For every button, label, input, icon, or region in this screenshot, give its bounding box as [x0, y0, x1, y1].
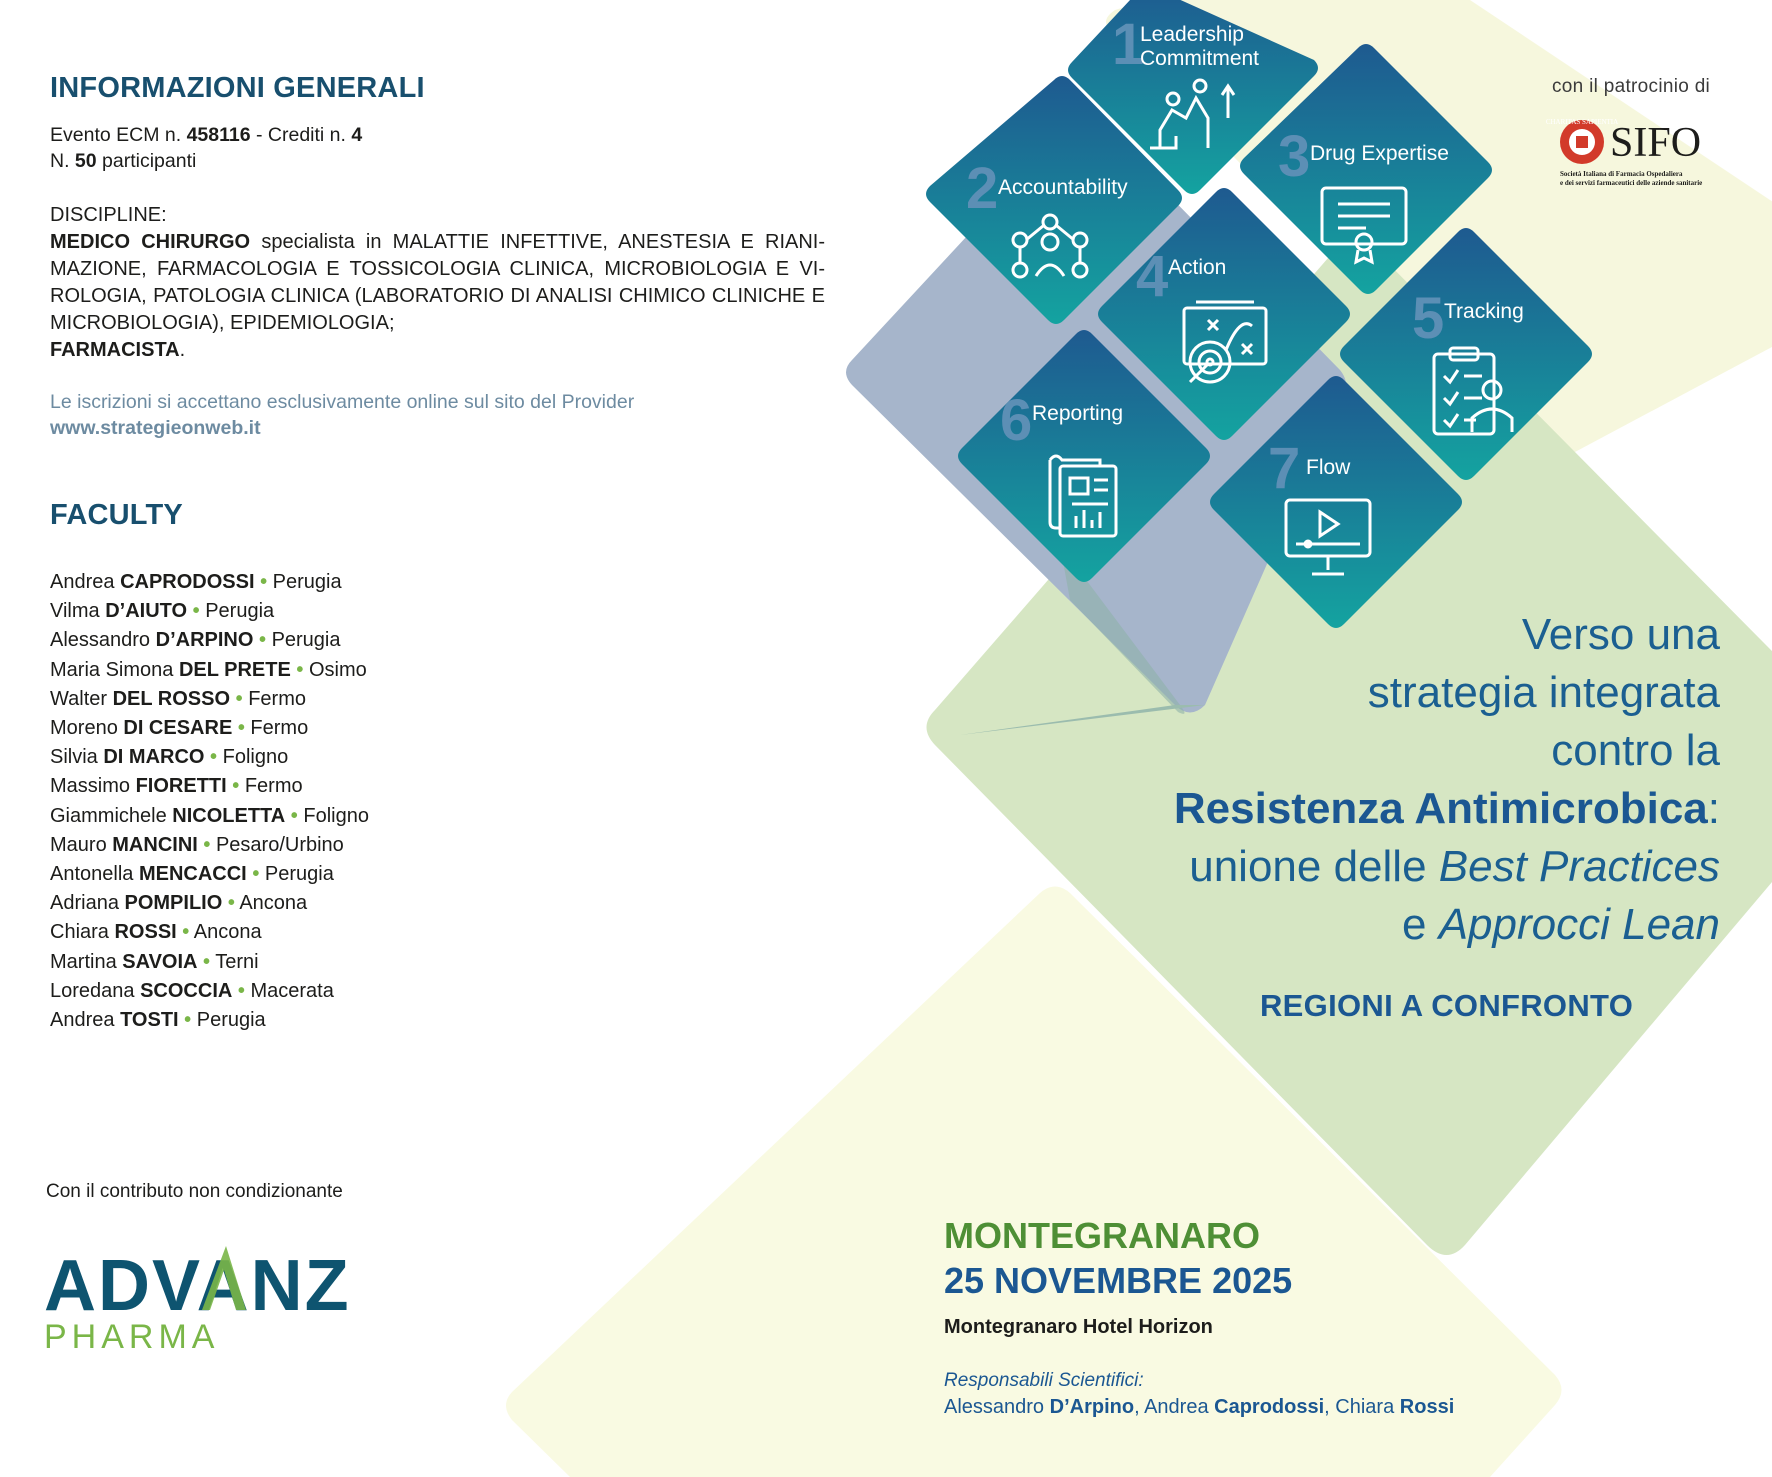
- faculty-city: Pesaro/Urbino: [215, 833, 344, 856]
- faculty-row: [50, 714, 369, 743]
- tile-3-label: Drug Expertise: [1310, 142, 1449, 165]
- title-colon: :: [1707, 784, 1720, 833]
- resp-1-first: Alessandro: [944, 1396, 1050, 1418]
- faculty-city: Perugia: [205, 600, 275, 623]
- faculty-last-name: DEL PRETE: [178, 658, 291, 681]
- faculty-first-name: Giammichele: [50, 804, 167, 827]
- faculty-row: [50, 626, 369, 655]
- tile-1-label-a: Leadership: [1140, 23, 1244, 46]
- faculty-first-name: Andrea: [50, 1009, 115, 1032]
- title-line-4: [820, 780, 1720, 838]
- resp-2-first: Andrea: [1144, 1396, 1215, 1418]
- faculty-city: Terni: [215, 950, 259, 973]
- title-approcci-lean: Approcci Lean: [1438, 900, 1720, 949]
- logo-pharma-text: PHARMA: [44, 1318, 220, 1356]
- faculty-city: Ancona: [239, 892, 308, 915]
- faculty-first-name: Moreno: [50, 717, 118, 740]
- faculty-last-name: DI CESARE: [123, 717, 233, 740]
- faculty-last-name: D’AIUTO: [105, 600, 188, 623]
- resp-separator: ,: [1134, 1396, 1145, 1418]
- patrocinio-label: con il patrocinio di: [1552, 76, 1711, 97]
- tile-7-number: 7: [1268, 436, 1301, 501]
- bullet-separator: •: [237, 717, 245, 740]
- title-line-5: [820, 838, 1720, 896]
- sifo-logo: [1545, 112, 1728, 188]
- faculty-row: [50, 597, 369, 626]
- title-unione: unione delle: [1189, 842, 1439, 891]
- faculty-city: Fermo: [248, 687, 306, 710]
- bullet-separator: •: [290, 804, 298, 827]
- faculty-first-name: Maria Simona: [50, 658, 174, 681]
- faculty-last-name: MENCACCI: [138, 863, 247, 886]
- tile-6-label: Reporting: [1032, 402, 1124, 425]
- faculty-list: [50, 568, 369, 1035]
- sifo-ring-text: CHARITAS SAPIENTIA: [1545, 118, 1619, 126]
- title-resistenza: Resistenza Antimicrobica: [1173, 784, 1708, 833]
- title-line-3: contro la: [1551, 726, 1720, 775]
- bullet-separator: •: [260, 571, 268, 593]
- bullet-separator: •: [227, 892, 235, 915]
- faculty-first-name: Mauro: [50, 833, 107, 856]
- ecm-mid: - Crediti n.: [250, 124, 352, 146]
- title-best-practices: Best Practices: [1438, 842, 1720, 891]
- tile-7-label: Flow: [1306, 456, 1351, 479]
- faculty-last-name: CAPRODOSSI: [120, 571, 255, 593]
- faculty-row: [50, 977, 369, 1006]
- responsabili-label: Responsabili Scientifici:: [944, 1370, 1144, 1391]
- event-city: MONTEGRANARO: [944, 1215, 1260, 1256]
- info-heading: INFORMAZIONI GENERALI: [50, 72, 425, 104]
- bullet-separator: •: [235, 687, 243, 710]
- sifo-caption-2: e dei servizi farmaceutici delle aziende sanitarie: [1560, 179, 1703, 187]
- bullet-separator: •: [203, 833, 211, 856]
- bullet-separator: •: [258, 629, 266, 652]
- faculty-first-name: Adriana: [50, 892, 119, 915]
- faculty-last-name: POMPILIO: [124, 892, 223, 915]
- faculty-row: [50, 860, 369, 889]
- bullet-separator: •: [192, 600, 200, 623]
- faculty-city: Fermo: [244, 775, 303, 798]
- contributo-text: Con il contributo non condizionante: [46, 1181, 343, 1202]
- faculty-first-name: Vilma: [50, 600, 100, 623]
- faculty-row: [50, 568, 369, 597]
- faculty-city: Perugia: [272, 571, 342, 593]
- bullet-separator: •: [203, 950, 211, 973]
- faculty-last-name: NICOLETTA: [172, 804, 286, 827]
- faculty-first-name: Chiara: [50, 921, 109, 944]
- faculty-city: Macerata: [250, 979, 334, 1002]
- faculty-city: Foligno: [303, 804, 369, 827]
- regioni-subtitle: REGIONI A CONFRONTO: [1260, 988, 1634, 1023]
- faculty-city: Foligno: [222, 746, 289, 769]
- resp-separator: ,: [1324, 1396, 1336, 1418]
- ecm-number: 458116: [186, 124, 251, 146]
- disc-medico: MEDICO CHIRURGO: [50, 231, 251, 253]
- faculty-first-name: Walter: [50, 687, 108, 710]
- faculty-last-name: D’ARPINO: [155, 629, 254, 652]
- faculty-first-name: Andrea: [50, 571, 115, 593]
- faculty-city: Perugia: [264, 863, 334, 886]
- resp-3-first: Chiara: [1335, 1396, 1400, 1418]
- faculty-row: [50, 685, 369, 714]
- faculty-first-name: Massimo: [50, 775, 131, 798]
- faculty-row: [50, 889, 369, 918]
- faculty-last-name: SAVOIA: [122, 950, 198, 973]
- faculty-city: Perugia: [271, 629, 341, 652]
- faculty-row: [50, 656, 369, 685]
- faculty-city: Fermo: [250, 717, 309, 740]
- disciplines-text: [50, 229, 825, 337]
- faculty-first-name: Silvia: [50, 746, 98, 769]
- sifo-wordmark: SIFO: [1610, 120, 1702, 166]
- tile-3-number: 3: [1278, 124, 1311, 189]
- bullet-separator: •: [232, 775, 240, 798]
- faculty-row: [50, 1006, 369, 1035]
- faculty-row: [50, 772, 369, 801]
- disc-specialties: specialista in MALATTIE INFETTIVE, ANESTESIA E RIANI-MAZIONE, FARMACOLOGIA E TOSSICOLOGIA CLINICA, MICROBIOLOGIA E VI-ROLOGIA, PATOLOGIA CLINICA (LABORATORIO DI ANALISI CHIMICO CLINICHE E MICROBIOLOGIA), EPIDEMIOLOGIA;: [50, 231, 825, 334]
- title-line-1: Verso una: [1521, 610, 1720, 659]
- ecm-credits: 4: [351, 124, 363, 146]
- faculty-row: [50, 831, 369, 860]
- faculty-last-name: DI MARCO: [103, 746, 205, 769]
- tile-2-label: Accountability: [998, 176, 1128, 199]
- faculty-city: Ancona: [193, 921, 262, 944]
- faculty-row: [50, 948, 369, 977]
- logo-advanz-text: ADVANZ: [44, 1246, 351, 1326]
- tile-2-number: 2: [966, 156, 999, 221]
- faculty-row: [50, 802, 369, 831]
- faculty-row: [50, 743, 369, 772]
- disciplines-label: DISCIPLINE:: [50, 204, 167, 226]
- bullet-separator: •: [184, 1009, 192, 1032]
- participants-suffix: participanti: [96, 150, 197, 172]
- provider-website-link[interactable]: www.strategieonweb.it: [50, 417, 261, 439]
- faculty-last-name: ROSSI: [114, 921, 177, 944]
- resp-2-last: Caprodossi: [1214, 1396, 1325, 1418]
- bullet-separator: •: [237, 979, 245, 1002]
- participants-count: 50: [74, 150, 97, 172]
- bullet-separator: •: [252, 863, 260, 886]
- participants-prefix: N.: [50, 150, 75, 172]
- responsabili-names: [944, 1396, 1454, 1419]
- faculty-first-name: Martina: [50, 950, 117, 973]
- sifo-caption-1: Società Italiana di Farmacia Ospedaliera: [1560, 170, 1683, 178]
- faculty-last-name: MANCINI: [112, 833, 198, 856]
- event-date: 25 NOVEMBRE 2025: [944, 1260, 1293, 1301]
- faculty-row: [50, 918, 369, 947]
- tile-5-number: 5: [1412, 286, 1445, 351]
- faculty-first-name: Loredana: [50, 979, 135, 1002]
- resp-1-last: D’Arpino: [1049, 1396, 1135, 1418]
- event-venue: Montegranaro Hotel Horizon: [944, 1316, 1213, 1338]
- faculty-first-name: Alessandro: [50, 629, 151, 652]
- faculty-city: Osimo: [308, 658, 367, 681]
- resp-3-last: Rossi: [1399, 1396, 1455, 1418]
- faculty-last-name: DEL ROSSO: [112, 687, 231, 710]
- tile-1-label-b: Commitment: [1140, 47, 1260, 70]
- iscrizioni-text: Le iscrizioni si accettano esclusivamente online sul sito del Provider: [50, 391, 635, 413]
- tile-4-number: 4: [1136, 244, 1169, 309]
- bullet-separator: •: [210, 746, 218, 769]
- disc-farmacista: FARMACISTA: [50, 339, 180, 361]
- faculty-last-name: TOSTI: [120, 1009, 179, 1032]
- title-e: e: [1402, 900, 1439, 949]
- disc-pharma-end: .: [179, 339, 186, 361]
- participants-line: [50, 148, 196, 175]
- faculty-last-name: SCOCCIA: [140, 979, 233, 1002]
- tile-1-number: 1: [1112, 12, 1145, 77]
- event-title: [820, 606, 1720, 954]
- tile-6-number: 6: [1000, 388, 1033, 453]
- ecm-prefix: Evento ECM n.: [50, 124, 187, 146]
- title-line-2: strategia integrata: [1367, 668, 1720, 717]
- faculty-last-name: FIORETTI: [135, 775, 227, 798]
- advanz-pharma-logo: [40, 1240, 370, 1360]
- faculty-heading: FACULTY: [50, 499, 183, 531]
- tile-5-label: Tracking: [1444, 300, 1524, 323]
- bullet-separator: •: [296, 658, 304, 681]
- bullet-separator: •: [182, 921, 190, 944]
- title-line-6: [820, 896, 1720, 954]
- disc-pharma-line: [50, 337, 185, 364]
- faculty-first-name: Antonella: [50, 863, 134, 886]
- ecm-line: [50, 122, 362, 149]
- tile-4-label: Action: [1168, 256, 1227, 279]
- faculty-city: Perugia: [196, 1009, 266, 1032]
